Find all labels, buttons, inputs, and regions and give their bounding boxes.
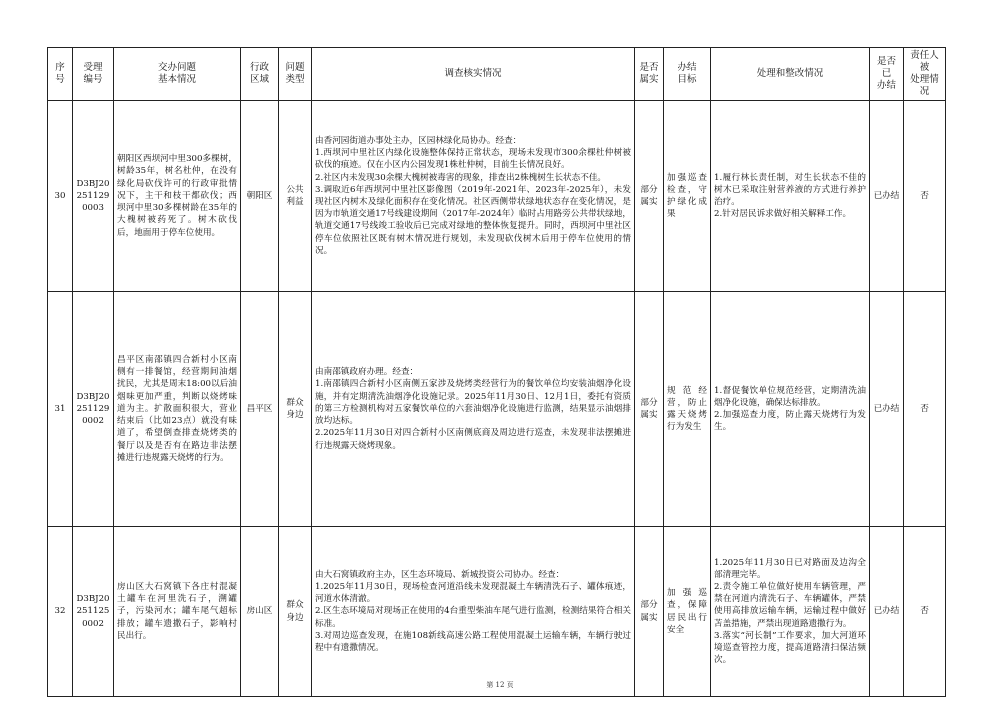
- cell-district: 房山区: [241, 527, 279, 697]
- page-number: 第 12 页: [486, 681, 514, 689]
- cell-id: D3BJ20 251129 0002: [73, 292, 114, 527]
- cell-investigation: 由香河园街道办事处主办，区园林绿化局协办。经查： 1.西坝河中里社区内绿化设施整体保持正常状态，现场未发现市300余棵杜仲树被砍伐的痕迹。仅在小区内公园发现1株杜仲树，目前生长情况良好。 2.社区内未发现30余棵大槐树被毒害的现象，排查出2株槐树生长状态不佳。 3.调取近6年西坝河中里社区影像图（2019年-2021年、2023年-2025年），未发现社区内树木及绿化面积存在变化情况。社区西侧带状绿地状态存在变化情况，是因为市轨道交通17号线建设期间（2017年-2024年）临时占用路旁公共带状绿地，轨道交通17号线竣工验收后已完成对绿地的整体恢复提升。同时，西坝河中里社区停车位依照社区既有树木情况进行规划，未发现砍伐树木后用于停车位使用的情况。: [312, 101, 635, 292]
- cell-punish: 否: [904, 527, 946, 697]
- header-id: 受理 编号: [73, 48, 114, 101]
- cell-punish: 否: [904, 101, 946, 292]
- cell-issue: 朝阳区西坝河中里300多棵树，树龄35年，树名杜仲，在没有绿化局砍伐许可的行政审批情况下，主干和枝干都砍伐；西坝河中里30多棵树龄在35年的大槐树被药死了。树木砍伐后，地面用于停车位使用。: [114, 101, 241, 292]
- table-row: [48, 527, 946, 697]
- table-row: [48, 101, 946, 292]
- cell-goal: 规范经营，防止露天烧烤行为发生: [664, 292, 711, 527]
- cell-no: 30: [48, 101, 73, 292]
- cell-goal: 加强巡查检查，守护绿化成果: [664, 101, 711, 292]
- header-goal: 办结 目标: [664, 48, 711, 101]
- cell-type: 群众 身边: [279, 292, 312, 527]
- header-punish: 责任人被 处理情况: [904, 48, 946, 101]
- cell-no: 32: [48, 527, 73, 697]
- table-row: [48, 292, 946, 527]
- cell-id: D3BJ20 251129 0003: [73, 101, 114, 292]
- table-header-row: [48, 48, 946, 101]
- cell-done: 已办结: [870, 101, 904, 292]
- cell-handling: 1.2025年11月30日已对路面及边沟全部清理完毕。 2.责令施工单位做好使用车辆管理，严禁在河道内清洗石子、车辆罐体，严禁使用高排放运输车辆，运输过程中做好苫盖措施，严禁出现道路遗撒行为。 3.落实“河长制”工作要求，加大河道环境巡查管控力度，提高道路清扫保洁频次。: [711, 527, 870, 697]
- header-type: 问题 类型: [279, 48, 312, 101]
- cell-issue: 昌平区南邵镇四合新村小区南侧有一排餐馆，经营期间油烟扰民，尤其是周末18:00以后油烟味更加严重，判断以烧烤味道为主。扩散面积很大，营业结束后（比如23点）就没有味道了，希望倒查排查烧烤类的餐厅以及是否有在路边非法摆摊进行违规露天烧烤的行为。: [114, 292, 241, 527]
- header-district: 行政 区域: [241, 48, 279, 101]
- header-issue: 交办问题 基本情况: [114, 48, 241, 101]
- cell-goal: 加强巡查，保障居民出行安全: [664, 527, 711, 697]
- cell-done: 已办结: [870, 292, 904, 527]
- cell-true: 部分 属实: [635, 292, 664, 527]
- cell-district: 朝阳区: [241, 101, 279, 292]
- case-table: [47, 47, 946, 697]
- cell-punish: 否: [904, 292, 946, 527]
- header-handling: 处理和整改情况: [711, 48, 870, 101]
- cell-true: 部分 属实: [635, 527, 664, 697]
- cell-true: 部分 属实: [635, 101, 664, 292]
- cell-handling: 1.督促餐饮单位规范经营，定期清洗油烟净化设施，确保达标排放。 2.加强巡查力度，防止露天烧烤行为发生。: [711, 292, 870, 527]
- cell-district: 昌平区: [241, 292, 279, 527]
- cell-investigation: 由南邵镇政府办理。经查： 1.南邵镇四合新村小区南侧五家涉及烧烤类经营行为的餐饮单位均安装油烟净化设施，并有定期清洗油烟净化设施记录。2025年11月30日、12月1日，委托有资质的第三方检测机构对五家餐饮单位的六套油烟净化设施进行监测，结果显示油烟排放均达标。 2.2025年11月30日对四合新村小区南侧底商及周边进行巡查，未发现非法摆摊进行违规露天烧烤现象。: [312, 292, 635, 527]
- header-true: 是否 属实: [635, 48, 664, 101]
- cell-type: 公共 利益: [279, 101, 312, 292]
- cell-type: 群众 身边: [279, 527, 312, 697]
- cell-handling: 1.履行林长责任制，对生长状态不佳的树木已采取注射营养液的方式进行养护治疗。 2.针对居民诉求做好相关解释工作。: [711, 101, 870, 292]
- header-investigation: 调查核实情况: [312, 48, 635, 101]
- header-no: 序号: [48, 48, 73, 101]
- cell-no: 31: [48, 292, 73, 527]
- cell-investigation: 由大石窝镇政府主办，区生态环境局、新城投资公司协办。经查： 1.2025年11月30日，现场检查河道沿线未发现混凝土车辆清洗石子、罐体痕迹，河道水体清澈。 2.区生态环境局对现场正在使用的4台重型柴油车尾气进行监测，检测结果符合相关标准。 3.对周边巡查发现，在施108新线高速公路工程使用混凝土运输车辆，车辆行驶过程中有遗撒情况。: [312, 527, 635, 697]
- cell-id: D3BJ20 251125 0002: [73, 527, 114, 697]
- cell-issue: 房山区大石窝镇下各庄村混凝土罐车在河里洗石子，溯罐子，污染河水；罐车尾气超标排放；罐车遗撒石子，影响村民出行。: [114, 527, 241, 697]
- cell-done: 已办结: [870, 527, 904, 697]
- header-done: 是否已 办结: [870, 48, 904, 101]
